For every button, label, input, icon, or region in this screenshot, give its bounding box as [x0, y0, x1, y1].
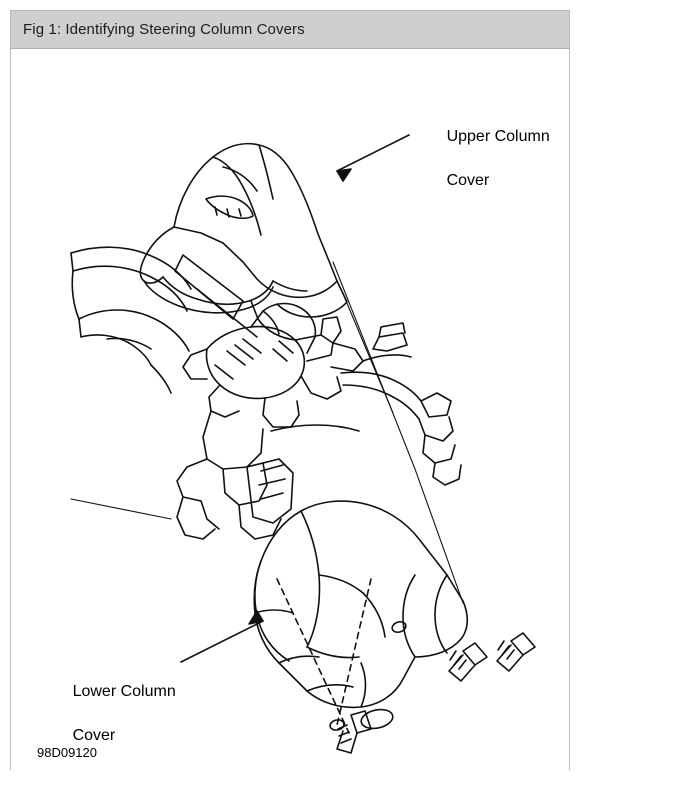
combination-switch-assembly: [177, 304, 363, 539]
label-upper-column-cover: [411, 104, 550, 214]
label-lower-line2: Cover: [72, 727, 116, 744]
page-right-margin: [571, 0, 692, 787]
figure-code-text: 98D09120: [37, 745, 97, 760]
upper-column-cover-graphic: [140, 144, 347, 340]
mounting-screws: [337, 633, 535, 753]
page-bottom-margin: [0, 770, 692, 787]
steering-column-shaft: [71, 247, 257, 393]
figure-caption-bar: [11, 11, 569, 49]
screw-bottom: [337, 711, 371, 753]
callout-arrows: [181, 135, 409, 662]
figure-caption-text: Fig 1: Identifying Steering Column Covers: [23, 21, 305, 38]
screw-middle: [449, 643, 487, 681]
label-upper-line2: Cover: [446, 172, 490, 189]
document-panel: [10, 10, 570, 787]
screw-right: [497, 633, 535, 671]
leader-lines: [71, 262, 463, 603]
label-lower-line1: Lower Column: [72, 683, 176, 700]
label-upper-line1: Upper Column: [446, 128, 550, 145]
figure-area: [11, 49, 569, 788]
ignition-switch-housing: [247, 459, 293, 523]
lower-column-cover-graphic: [254, 501, 467, 731]
assembly-dashed-lines: [277, 579, 371, 733]
